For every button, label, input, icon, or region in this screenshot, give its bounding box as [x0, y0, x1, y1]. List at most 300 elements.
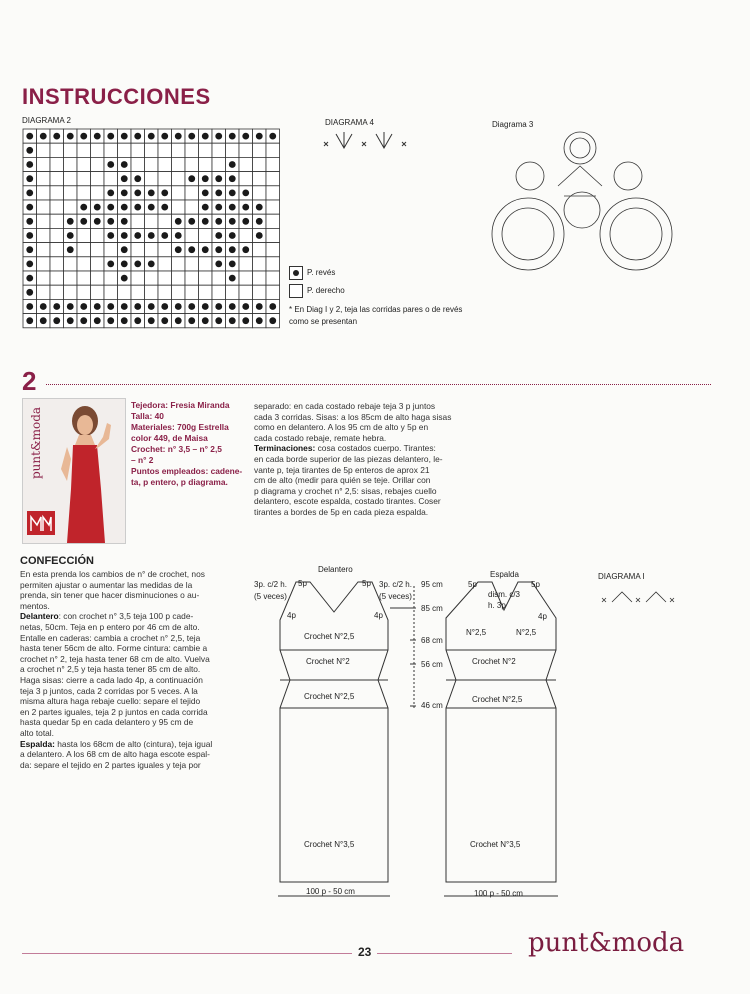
grid-cell [104, 243, 118, 257]
reves-stitch [215, 246, 222, 253]
grid-cell [158, 243, 172, 257]
reves-stitch [215, 133, 222, 140]
info-block [131, 400, 251, 488]
text-span: cosa costados cuerpo. Tirantes: [315, 443, 436, 454]
reves-stitch [107, 303, 114, 310]
reves-stitch [121, 161, 128, 168]
grid-cell [185, 257, 199, 271]
derecho-symbol [289, 284, 303, 298]
reves-stitch [229, 175, 236, 182]
back-label: dism. c/3 [488, 590, 521, 599]
grid-cell [239, 157, 253, 171]
grid-cell [266, 257, 280, 271]
reves-stitch [202, 303, 209, 310]
reves-stitch [202, 190, 209, 197]
grid-cell [253, 257, 267, 271]
reves-stitch [94, 218, 101, 225]
info-line: color 449, de Maisa [131, 433, 208, 443]
reves-stitch [121, 133, 128, 140]
measure-label: 85 cm [421, 604, 443, 613]
grid-cell [239, 228, 253, 242]
reves-stitch [107, 190, 114, 197]
reves-stitch [161, 303, 168, 310]
reves-stitch [269, 133, 276, 140]
reves-stitch [256, 303, 263, 310]
front-label: 5p [298, 579, 307, 588]
grid-cell [50, 285, 64, 299]
text-line: mentos. [20, 600, 50, 611]
reves-stitch [242, 190, 249, 197]
text-line [254, 443, 476, 454]
grid-cell [77, 143, 91, 157]
text-line: Haga sisas: cierre a cada lado 4p, a continuación [20, 674, 203, 685]
reves-stitch [215, 175, 222, 182]
grid-cell [185, 157, 199, 171]
reves-stitch [121, 303, 128, 310]
grid-cell [37, 172, 51, 186]
grid-cell [158, 143, 172, 157]
grid-cell [158, 271, 172, 285]
reves-stitch [94, 204, 101, 211]
grid-cell [172, 186, 186, 200]
front-label: 100 p - 50 cm [306, 887, 355, 896]
reves-stitch [53, 133, 60, 140]
reves-stitch [67, 303, 74, 310]
reves-stitch [67, 246, 74, 253]
grid-cell [37, 285, 51, 299]
front-label: 3p. c/2 h. [254, 580, 287, 589]
reves-stitch [121, 275, 128, 282]
grid-cell [185, 271, 199, 285]
reves-stitch [148, 232, 155, 239]
reves-stitch [67, 218, 74, 225]
text-line: da: separe el tejido en 2 partes iguales y teja por [20, 759, 201, 770]
grid-cell [131, 157, 145, 171]
text-span: : con crochet n° 3,5 teja 100 p cade- [58, 611, 194, 622]
grid-cell [37, 157, 51, 171]
reves-stitch [256, 232, 263, 239]
text-line: Entalle en caderas: cambia a crochet n° 2,5, teja [20, 632, 201, 643]
info-line: Materiales: 700g Estrella [131, 422, 229, 432]
reves-stitch [229, 246, 236, 253]
reves-stitch [107, 218, 114, 225]
grid-cell [37, 228, 51, 242]
grid-cell [266, 243, 280, 257]
grid-cell [91, 186, 105, 200]
reves-stitch [215, 261, 222, 268]
text-line: a delantero. A los 68 cm de alto haga escote espal- [20, 749, 210, 760]
reves-stitch [134, 190, 141, 197]
text-line: tirantes a bordes de 5p en cada pieza espalda. [254, 506, 429, 517]
reves-stitch [242, 218, 249, 225]
text-line: separado: en cada costado rebaje teja 3 p juntos [254, 401, 436, 411]
reves-stitch [229, 161, 236, 168]
text-line: cm de alto (medir para quién se teje. Orillar con [254, 475, 431, 486]
grid-cell [239, 143, 253, 157]
grid-cell [239, 271, 253, 285]
grid-cell [158, 285, 172, 299]
reves-stitch [67, 232, 74, 239]
reves-stitch [26, 190, 33, 197]
reves-stitch [202, 175, 209, 182]
measure-label: 95 cm [421, 580, 443, 589]
front-label: Crochet N°2,5 [304, 692, 355, 701]
grid-cell [37, 200, 51, 214]
reves-stitch [107, 204, 114, 211]
grid-cell [50, 157, 64, 171]
reves-stitch [256, 218, 263, 225]
reves-stitch [161, 317, 168, 324]
reves-stitch [134, 133, 141, 140]
grid-cell [185, 200, 199, 214]
grid-cell [50, 271, 64, 285]
grid-cell [266, 214, 280, 228]
reves-stitch [175, 246, 182, 253]
reves-stitch [242, 133, 249, 140]
grid-cell [64, 172, 78, 186]
grid-cell [50, 143, 64, 157]
grid-cell [50, 172, 64, 186]
grid-cell [91, 143, 105, 157]
reves-stitch [229, 303, 236, 310]
grid-cell [199, 271, 213, 285]
grid-cell [37, 186, 51, 200]
front-label: 4p [287, 611, 296, 620]
legend-reves-text: P. revés [307, 268, 336, 278]
reves-stitch [94, 133, 101, 140]
grid-cell [91, 228, 105, 242]
reves-stitch [26, 218, 33, 225]
grid-cell [145, 214, 159, 228]
reves-stitch [26, 246, 33, 253]
reves-stitch [94, 317, 101, 324]
legend-derecho-text: P. derecho [307, 286, 345, 296]
text-line: hasta quedar 5p en cada delantero y 95 cm de [20, 717, 194, 728]
reves-stitch [107, 133, 114, 140]
reves-stitch [242, 317, 249, 324]
grid-cell [158, 257, 172, 271]
grid-cell [50, 228, 64, 242]
reves-stitch [175, 133, 182, 140]
reves-stitch [53, 303, 60, 310]
grid-cell [145, 243, 159, 257]
grid-cell [266, 271, 280, 285]
grid-cell [131, 271, 145, 285]
grid-cell [199, 257, 213, 271]
page-number: 23 [352, 945, 377, 959]
grid-cell [172, 200, 186, 214]
grid-cell [64, 186, 78, 200]
grid-cell [131, 285, 145, 299]
text-line: misma altura haga rebaje cuello: separe el tejido [20, 696, 201, 707]
grid-cell [50, 214, 64, 228]
grid-cell [77, 257, 91, 271]
grid-cell [64, 271, 78, 285]
grid-cell [158, 157, 172, 171]
reves-stitch [256, 133, 263, 140]
reves-stitch [107, 261, 114, 268]
reves-stitch [67, 133, 74, 140]
grid-cell [253, 186, 267, 200]
grid-cell [104, 285, 118, 299]
reves-stitch [134, 303, 141, 310]
back-label: 4p [538, 612, 547, 621]
reves-stitch [121, 261, 128, 268]
grid-cell [77, 228, 91, 242]
reves-stitch [107, 161, 114, 168]
grid-cell [266, 228, 280, 242]
grid-cell [185, 285, 199, 299]
diagram4-chart [318, 128, 418, 152]
reves-stitch [215, 303, 222, 310]
reves-stitch [148, 303, 155, 310]
reves-stitch [121, 246, 128, 253]
grid-cell [226, 143, 240, 157]
grid-cell [131, 214, 145, 228]
grid-cell [266, 143, 280, 157]
grid-cell [253, 271, 267, 285]
info-line: Talla: 40 [131, 411, 164, 421]
text-span: hasta los 68cm de alto (cintura), teja igual [54, 738, 213, 749]
grid-cell [145, 271, 159, 285]
front-label: (5 veces) [379, 592, 412, 601]
grid-cell [77, 285, 91, 299]
text-line: cada 3 corridas. Sisas: a los 85cm de alto haga sisas [254, 411, 452, 422]
grid-cell [104, 172, 118, 186]
measure-label: 46 cm [421, 701, 443, 710]
grid-cell [37, 214, 51, 228]
reves-stitch [161, 190, 168, 197]
section-divider [46, 384, 711, 385]
grid-cell [158, 214, 172, 228]
info-line: – n° 2 [131, 455, 154, 465]
brand-logo: punt&moda [528, 928, 685, 958]
reves-stitch [80, 133, 87, 140]
reves-stitch [229, 317, 236, 324]
reves-stitch [26, 261, 33, 268]
reves-stitch [121, 232, 128, 239]
reves-stitch [53, 317, 60, 324]
reves-stitch [148, 317, 155, 324]
reves-stitch [121, 204, 128, 211]
reves-stitch [202, 246, 209, 253]
grid-cell [172, 143, 186, 157]
reves-stitch [80, 303, 87, 310]
reves-stitch [121, 175, 128, 182]
measure-label: 68 cm [421, 636, 443, 645]
grid-cell [77, 186, 91, 200]
footer-rule [22, 953, 512, 954]
reves-stitch [26, 289, 33, 296]
grid-cell [212, 271, 226, 285]
reves-stitch [229, 275, 236, 282]
back-label: 5p [531, 580, 540, 589]
back-label: Crochet N°2 [472, 657, 516, 666]
grid-cell [131, 143, 145, 157]
measure-label: 56 cm [421, 660, 443, 669]
reves-stitch [215, 204, 222, 211]
grid-cell [172, 157, 186, 171]
front-label: Crochet N°3,5 [304, 840, 355, 849]
text-line: crochet n° 2, teja hasta tener 68 cm de alto. Vuelva [20, 653, 210, 664]
grid-cell [37, 257, 51, 271]
grid-cell [91, 172, 105, 186]
reves-stitch [121, 317, 128, 324]
reves-stitch [188, 303, 195, 310]
text-line: permiten ajustar o aumentar las medidas de la [20, 579, 193, 590]
front-label: 4p [374, 611, 383, 620]
grid-cell [118, 285, 132, 299]
diagram3-label: Diagrama 3 [492, 120, 534, 129]
grid-cell [64, 200, 78, 214]
text-line: en cada borde superior de las piezas delantero, le- [254, 453, 443, 464]
grid-cell [253, 157, 267, 171]
grid-cell [266, 157, 280, 171]
grid-cell [77, 172, 91, 186]
grid-cell [131, 243, 145, 257]
text-line: como en delantero. A los 95 cm de alto y 5p en [254, 422, 429, 433]
text-line: alto total. [20, 727, 54, 738]
section-number: 2 [22, 366, 37, 396]
reves-stitch [161, 133, 168, 140]
info-line: ta, p entero, p diagrama. [131, 477, 228, 487]
reves-stitch [229, 190, 236, 197]
reves-stitch [121, 218, 128, 225]
reves-stitch [26, 232, 33, 239]
reves-stitch [40, 317, 47, 324]
page-title: INSTRUCCIONES [22, 84, 211, 109]
reves-stitch [107, 232, 114, 239]
reves-stitch [175, 317, 182, 324]
photo-brand: punt&moda [29, 406, 43, 479]
grid-cell [239, 285, 253, 299]
grid-cell [91, 285, 105, 299]
grid-cell [239, 257, 253, 271]
grid-cell [172, 172, 186, 186]
reves-stitch [256, 204, 263, 211]
grid-cell [172, 285, 186, 299]
reves-stitch [94, 303, 101, 310]
reves-stitch [40, 303, 47, 310]
grid-cell [91, 157, 105, 171]
reves-stitch [26, 133, 33, 140]
diagram1-label: DIAGRAMA I [598, 572, 645, 581]
text-line: En esta prenda los cambios de n° de crochet, nos [20, 569, 205, 579]
grid-cell [199, 285, 213, 299]
diagram3-chart [488, 126, 678, 290]
reves-stitch [80, 317, 87, 324]
legend-derecho [289, 284, 345, 298]
text-line: prenda, sin tener que hacer disminuciones o au- [20, 590, 200, 601]
grid-cell [50, 257, 64, 271]
reves-stitch [134, 261, 141, 268]
front-label: 5p [362, 579, 371, 588]
grid-cell [172, 257, 186, 271]
grid-cell [239, 172, 253, 186]
reves-stitch [134, 232, 141, 239]
grid-cell [77, 157, 91, 171]
grid-cell [212, 143, 226, 157]
reves-stitch [175, 232, 182, 239]
reves-stitch [215, 190, 222, 197]
grid-cell [64, 157, 78, 171]
reves-stitch [188, 317, 195, 324]
delantero-label: Delantero [20, 611, 59, 622]
text-line: teja 3 p juntos, cada 2 corridas por 5 veces. A la [20, 685, 198, 696]
grid-cell [91, 243, 105, 257]
reves-stitch [26, 275, 33, 282]
text-line: p diagrama y crochet n° 2,5: sisas, rebajes cuello [254, 485, 437, 496]
text-line: netas, 50cm. Teja en p entero por 46 cm de alto. [20, 621, 200, 632]
reves-stitch [242, 246, 249, 253]
confeccion-title: CONFECCIÓN [20, 555, 94, 567]
legend-reves [289, 266, 335, 280]
grid-cell [37, 143, 51, 157]
grid-cell [185, 186, 199, 200]
reves-stitch [269, 317, 276, 324]
reves-stitch [80, 204, 87, 211]
grid-cell [158, 172, 172, 186]
reves-symbol [289, 266, 303, 280]
text-line: delantero, escote espalda, costado tirantes. Coser [254, 496, 441, 507]
reves-stitch [256, 317, 263, 324]
grid-cell [77, 271, 91, 285]
grid-cell [185, 228, 199, 242]
reves-stitch [26, 161, 33, 168]
reves-stitch [148, 133, 155, 140]
model-photo [22, 398, 126, 544]
reves-stitch [107, 317, 114, 324]
grid-cell [118, 143, 132, 157]
reves-stitch [229, 232, 236, 239]
reves-stitch [175, 218, 182, 225]
back-label: N°2,5 [466, 628, 487, 637]
reves-stitch [229, 133, 236, 140]
reves-stitch [229, 261, 236, 268]
text-line: hasta tener 56cm de alto. Forme cintura: cambie a [20, 643, 208, 654]
legend-note-2: como se presentan [289, 317, 358, 326]
reves-stitch [215, 218, 222, 225]
grid-cell [266, 285, 280, 299]
reves-stitch [134, 317, 141, 324]
back-label: Crochet N°2,5 [472, 695, 523, 704]
reves-stitch [242, 303, 249, 310]
diagram2-label: DIAGRAMA 2 [22, 116, 71, 125]
reves-stitch [148, 190, 155, 197]
grid-cell [64, 143, 78, 157]
grid-cell [64, 285, 78, 299]
grid-cell [212, 285, 226, 299]
reves-stitch [40, 133, 47, 140]
reves-stitch [148, 204, 155, 211]
reves-stitch [26, 204, 33, 211]
grid-cell [253, 285, 267, 299]
grid-cell [145, 172, 159, 186]
reves-stitch [67, 317, 74, 324]
grid-cell [253, 143, 267, 157]
back-label: 100 p - 50 cm [474, 889, 523, 898]
grid-cell [77, 243, 91, 257]
reves-stitch [161, 232, 168, 239]
grid-cell [185, 143, 199, 157]
grid-cell [91, 271, 105, 285]
grid-cell [266, 186, 280, 200]
grid-cell [37, 271, 51, 285]
reves-stitch [148, 261, 155, 268]
reves-stitch [242, 204, 249, 211]
front-label: Crochet N°2,5 [304, 632, 355, 641]
reves-stitch [134, 204, 141, 211]
